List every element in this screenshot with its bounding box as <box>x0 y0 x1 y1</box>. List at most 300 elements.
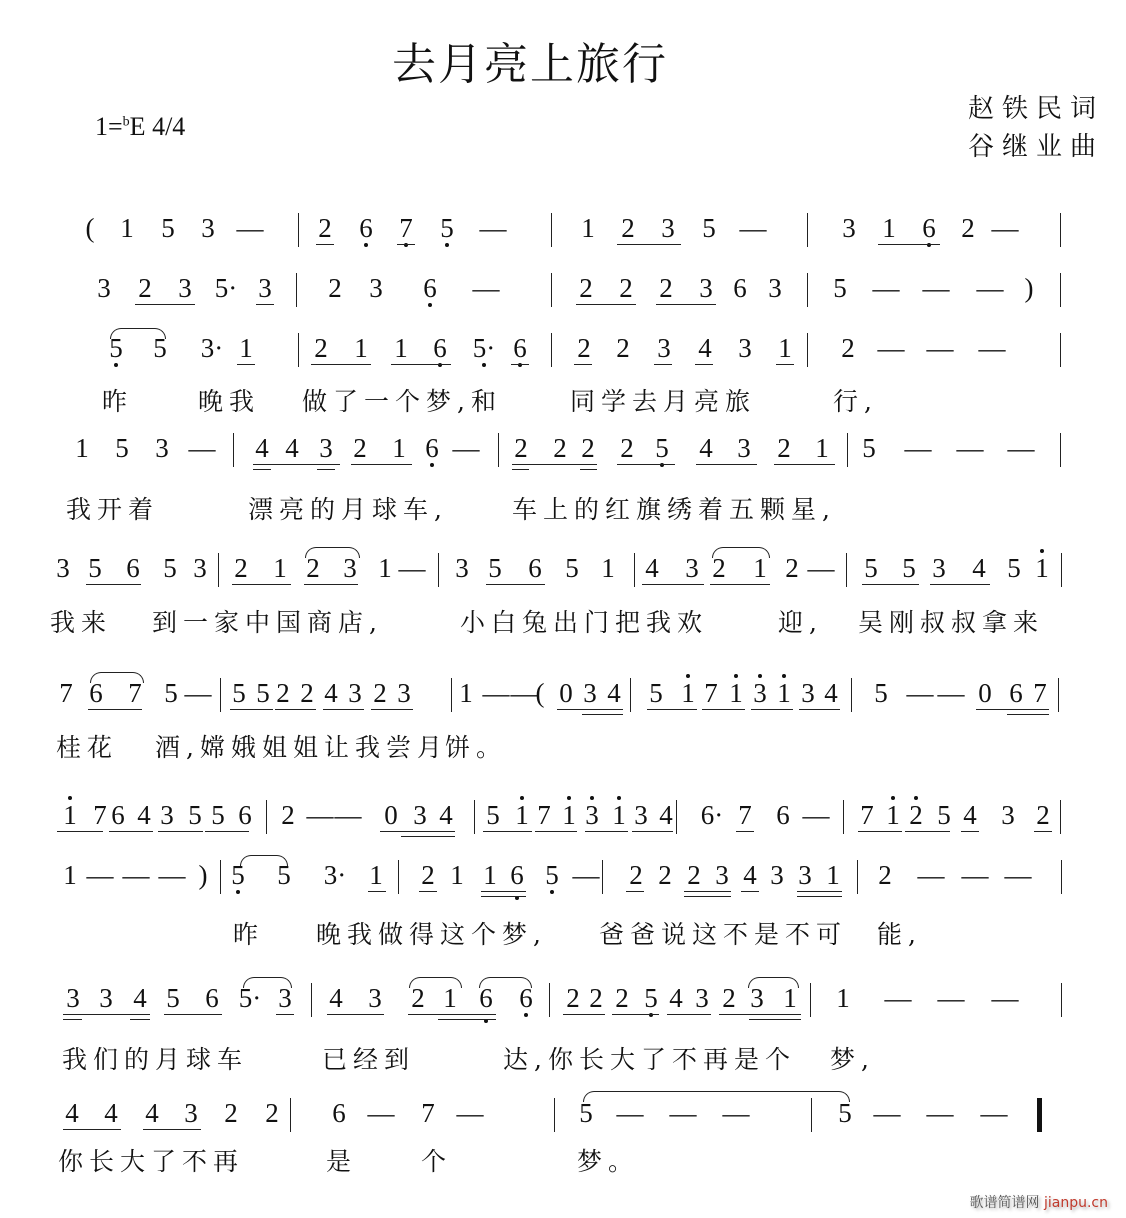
underline <box>253 469 271 470</box>
bar-line <box>474 800 475 834</box>
octave-dot <box>364 243 368 247</box>
lyric: 桂花 <box>56 733 119 762</box>
note: 4 <box>963 800 977 830</box>
note: 1 <box>1035 553 1049 583</box>
note: 1 <box>120 213 134 243</box>
note: 1 <box>886 800 900 830</box>
note: — <box>872 273 900 303</box>
note: 1 <box>459 678 473 708</box>
note: 5 <box>109 333 123 363</box>
underline <box>511 364 529 365</box>
note: 2 <box>300 678 314 708</box>
note: 1 <box>783 983 797 1013</box>
note: ( <box>535 678 545 708</box>
note: 1 <box>354 333 368 363</box>
lyric: 行, <box>833 387 878 416</box>
note: — <box>937 983 965 1013</box>
note: 2 <box>589 983 603 1013</box>
bar-line <box>1060 213 1061 247</box>
octave-dot <box>430 463 434 467</box>
underline <box>696 464 757 465</box>
note: — <box>367 1098 395 1128</box>
underline <box>776 364 794 365</box>
note: — <box>1007 433 1035 463</box>
lyric: 你长大了不再 <box>58 1147 245 1176</box>
underline <box>799 709 840 710</box>
note: 3 <box>657 333 671 363</box>
note: ) <box>198 860 208 890</box>
underline <box>63 1129 121 1130</box>
note: 6 <box>205 983 219 1013</box>
note: 4 <box>698 333 712 363</box>
note: — <box>926 333 954 363</box>
note: — <box>976 273 1004 303</box>
note: — <box>334 800 362 830</box>
note: 6 <box>332 1098 346 1128</box>
underline <box>253 464 340 465</box>
underline <box>642 584 704 585</box>
note: 3 <box>699 273 713 303</box>
underline <box>1007 714 1049 715</box>
tie <box>409 977 462 988</box>
note: 1 <box>826 860 840 890</box>
note: 7 <box>59 678 73 708</box>
note: 3 <box>56 553 70 583</box>
note: 3 <box>634 800 648 830</box>
note: 6· <box>700 800 724 830</box>
note: 2 <box>658 860 672 890</box>
note: 1 <box>75 433 89 463</box>
note: 7 <box>738 800 752 830</box>
bar-line <box>602 860 603 894</box>
note: 2 <box>353 433 367 463</box>
note: 1 <box>515 800 529 830</box>
note: 3 <box>737 433 751 463</box>
bar-line <box>551 213 552 247</box>
octave-dot <box>236 890 240 894</box>
note: 1 <box>753 553 767 583</box>
note: 2 <box>909 800 923 830</box>
underline <box>741 891 759 892</box>
bar-line <box>549 983 550 1017</box>
octave-dot <box>734 674 738 678</box>
bar-line <box>290 1098 291 1132</box>
note: — <box>1004 860 1032 890</box>
tie <box>305 547 360 558</box>
note: 4 <box>607 678 621 708</box>
underline <box>304 584 358 585</box>
bar-line <box>846 553 847 587</box>
underline <box>512 464 597 465</box>
underline <box>582 714 623 715</box>
note: 5 <box>864 553 878 583</box>
underline <box>408 1014 496 1015</box>
note: 6 <box>528 553 542 583</box>
note: — <box>937 678 965 708</box>
underline <box>563 1014 605 1015</box>
bar-line <box>807 213 808 247</box>
key-signature: 1=$^b$E 4/4 <box>95 112 186 141</box>
underline <box>702 709 745 710</box>
note: 5 <box>164 678 178 708</box>
note: — <box>616 1098 644 1128</box>
underline <box>371 709 413 710</box>
tie <box>243 977 292 988</box>
composer: 谷继业曲 <box>968 132 1105 162</box>
bar-line <box>851 678 852 712</box>
bar-line <box>311 983 312 1017</box>
underline <box>961 831 979 832</box>
note: — <box>802 800 830 830</box>
note: 5· <box>472 333 496 363</box>
note: — <box>472 273 500 303</box>
note: 5 <box>579 1098 593 1128</box>
note: 5 <box>440 213 454 243</box>
note: 1 <box>882 213 896 243</box>
tie <box>748 977 799 988</box>
bar-line <box>676 800 677 834</box>
note: 5 <box>1007 553 1021 583</box>
note: — <box>917 860 945 890</box>
note: 3 <box>201 213 215 243</box>
note: 7 <box>537 800 551 830</box>
lyric: 是 <box>326 1147 358 1176</box>
note: — <box>158 860 186 890</box>
underline <box>976 709 1049 710</box>
note: 3 <box>798 860 812 890</box>
note: 2 <box>421 860 435 890</box>
note: 1 <box>63 860 77 890</box>
note: 2 <box>616 333 630 363</box>
lyric: 饼。 <box>445 733 508 762</box>
note: 5 <box>277 860 291 890</box>
underline <box>512 469 529 470</box>
note: 3 <box>585 800 599 830</box>
underline <box>535 831 577 832</box>
note: 5 <box>902 553 916 583</box>
bar-line <box>296 273 297 307</box>
note: 3 <box>343 553 357 583</box>
note: 5· <box>238 983 262 1013</box>
underline <box>632 831 673 832</box>
underline <box>930 584 990 585</box>
note: 2 <box>629 860 643 890</box>
underline <box>311 364 371 365</box>
octave-dot <box>1040 549 1044 553</box>
note: 1 <box>581 213 595 243</box>
note: 1 <box>601 553 615 583</box>
note: 3 <box>932 553 946 583</box>
note: 7 <box>128 678 142 708</box>
note: 4 <box>743 860 757 890</box>
underline <box>380 831 455 832</box>
note: 3 <box>193 553 207 583</box>
note: 2 <box>687 860 701 890</box>
note: 3 <box>695 983 709 1013</box>
note: 3 <box>753 678 767 708</box>
note: — <box>188 433 216 463</box>
note: 5 <box>161 213 175 243</box>
underline <box>164 1014 222 1015</box>
note: 2 <box>328 273 342 303</box>
underline <box>230 709 273 710</box>
note: 2 <box>581 433 595 463</box>
underline <box>368 891 386 892</box>
bar-line <box>807 273 808 307</box>
note: 4 <box>645 553 659 583</box>
note: 2 <box>514 433 528 463</box>
note: — <box>873 1098 901 1128</box>
watermark: 歌谱简谱网 jianpu.cn <box>969 1195 1108 1211</box>
underline <box>481 891 526 892</box>
note: 3 <box>368 983 382 1013</box>
lyric: 小白兔出门把我欢 <box>460 608 709 637</box>
note: — <box>86 860 114 890</box>
note: 2 <box>961 213 975 243</box>
note: — <box>980 1098 1008 1128</box>
lyric: 酒,嫦娥姐姐让我尝月 <box>155 733 448 762</box>
note: 2 <box>224 1098 238 1128</box>
note: 5 <box>256 678 270 708</box>
underline <box>486 584 545 585</box>
note: 7 <box>1033 678 1047 708</box>
note: 2 <box>276 678 290 708</box>
note: 1 <box>483 860 497 890</box>
bar-line <box>551 333 552 367</box>
note: 3 <box>278 983 292 1013</box>
note: 5 <box>833 273 847 303</box>
note: — <box>572 860 600 890</box>
octave-dot <box>758 674 762 678</box>
note: 4 <box>324 678 338 708</box>
note: 5 <box>486 800 500 830</box>
octave-dot <box>445 243 449 247</box>
underline <box>205 831 249 832</box>
note: — <box>884 983 912 1013</box>
note: 5 <box>153 333 167 363</box>
underline <box>585 831 628 832</box>
underline <box>749 1019 801 1020</box>
note: — <box>906 678 934 708</box>
note: 2 <box>314 333 328 363</box>
note: 6 <box>126 553 140 583</box>
bar-line <box>1061 553 1062 587</box>
note: 4 <box>824 678 838 708</box>
note: 2 <box>621 213 635 243</box>
note: 6 <box>513 333 527 363</box>
bar-line <box>266 800 267 834</box>
note: 3 <box>178 273 192 303</box>
note: 6 <box>519 983 533 1013</box>
lyric: 迎, <box>778 608 823 637</box>
lyric: 我们的月球车 <box>62 1045 249 1074</box>
underline <box>391 364 451 365</box>
lyric: 我开着 <box>66 495 160 524</box>
bar-line <box>233 433 234 467</box>
bar-line <box>847 433 848 467</box>
note: ( <box>85 213 95 243</box>
note: — <box>904 433 932 463</box>
tie <box>90 672 144 683</box>
note: — <box>398 553 426 583</box>
note: 2 <box>1036 800 1050 830</box>
note: 6 <box>111 800 125 830</box>
note: 2 <box>785 553 799 583</box>
lyric: 车上的红旗绣着五颗星, <box>512 495 836 524</box>
note: 2 <box>619 273 633 303</box>
note: — <box>961 860 989 890</box>
underline <box>130 1019 150 1020</box>
note: 5 <box>838 1098 852 1128</box>
note: 2 <box>553 433 567 463</box>
lyric: 能, <box>877 920 922 949</box>
note: 1 <box>273 553 287 583</box>
underline <box>317 469 335 470</box>
lyric: 同学去月亮旅 <box>570 387 757 416</box>
note: 1 <box>394 333 408 363</box>
note: 3 <box>66 983 80 1013</box>
note: 4 <box>699 433 713 463</box>
song-title: 去月亮上旅行 <box>392 39 668 90</box>
note: 3 <box>661 213 675 243</box>
note: 2 <box>138 273 152 303</box>
note: 6 <box>425 433 439 463</box>
note: 3 <box>715 860 729 890</box>
lyric: 我来 <box>50 608 113 637</box>
lyric: 个 <box>421 1147 453 1176</box>
note: — <box>991 983 1019 1013</box>
note: 6 <box>479 983 493 1013</box>
underline <box>88 709 142 710</box>
note: 2 <box>878 860 892 890</box>
underline <box>397 244 415 245</box>
note: 0 <box>978 678 992 708</box>
note: — <box>456 1098 484 1128</box>
underline <box>574 364 592 365</box>
note: 3 <box>455 553 469 583</box>
note: 3 <box>738 333 752 363</box>
note: 5 <box>232 678 246 708</box>
note: 2 <box>712 553 726 583</box>
note: 0 <box>384 800 398 830</box>
note: 4 <box>145 1098 159 1128</box>
note: 3 <box>155 433 169 463</box>
bar-line <box>1061 983 1062 1017</box>
underline <box>276 1014 294 1015</box>
octave-dot <box>590 796 594 800</box>
note: 5 <box>163 553 177 583</box>
note: 6 <box>433 333 447 363</box>
lyric: 晚我做得这个梦, <box>316 920 547 949</box>
note: 6 <box>510 860 524 890</box>
note: 4 <box>659 800 673 830</box>
note: 3 <box>583 678 597 708</box>
note: 1 <box>815 433 829 463</box>
underline <box>576 304 636 305</box>
underline <box>647 709 697 710</box>
underline <box>858 831 902 832</box>
lyricist: 赵铁民词 <box>968 94 1105 124</box>
lyric: 吴刚叔叔拿来 <box>858 608 1045 637</box>
underline <box>751 709 793 710</box>
note: 3 <box>801 678 815 708</box>
note: 2 <box>281 800 295 830</box>
note: 4 <box>133 983 147 1013</box>
octave-dot <box>520 796 524 800</box>
note: 6 <box>423 273 437 303</box>
tie <box>110 328 166 339</box>
bar-line <box>438 553 439 587</box>
note: 5 <box>88 553 102 583</box>
note: 3 <box>99 983 113 1013</box>
underline <box>617 244 681 245</box>
underline <box>684 891 731 892</box>
note: 5 <box>649 678 663 708</box>
note: 3 <box>160 800 174 830</box>
lyric: 漂亮的月球车, <box>248 495 448 524</box>
underline <box>667 1014 711 1015</box>
note: 1 <box>681 678 695 708</box>
note: 1 <box>392 433 406 463</box>
note: 1 <box>239 333 253 363</box>
note: 5· <box>214 273 238 303</box>
underline <box>862 584 919 585</box>
note: 2 <box>615 983 629 1013</box>
underline <box>256 304 274 305</box>
underline <box>323 709 364 710</box>
underline <box>774 464 835 465</box>
underline <box>158 831 203 832</box>
note: 6 <box>922 213 936 243</box>
note: — <box>236 213 264 243</box>
note: 5 <box>565 553 579 583</box>
underline <box>878 244 940 245</box>
note: 0 <box>559 678 573 708</box>
note: 2 <box>566 983 580 1013</box>
note: 6 <box>1009 678 1023 708</box>
note: ) <box>1024 273 1034 303</box>
underline <box>438 1019 496 1020</box>
note: 5 <box>702 213 716 243</box>
underline <box>797 891 842 892</box>
note: 2 <box>234 553 248 583</box>
bar-line <box>498 433 499 467</box>
note: 3· <box>200 333 224 363</box>
lyric: 昨 <box>102 387 134 416</box>
note: 2 <box>777 433 791 463</box>
octave-dot <box>914 796 918 800</box>
note: 3 <box>97 273 111 303</box>
underline <box>316 244 334 245</box>
note: — <box>452 433 480 463</box>
note: — <box>669 1098 697 1128</box>
note: 3 <box>348 678 362 708</box>
note: 1 <box>778 333 792 363</box>
note: 7 <box>421 1098 435 1128</box>
note: — <box>479 213 507 243</box>
underline <box>654 364 672 365</box>
bar-line <box>1061 860 1062 894</box>
note: 7 <box>399 213 413 243</box>
note: 3 <box>750 983 764 1013</box>
note: 6 <box>359 213 373 243</box>
note: 5 <box>655 433 669 463</box>
note: 2 <box>577 333 591 363</box>
underline <box>275 709 316 710</box>
underline <box>736 831 754 832</box>
note: 7 <box>704 678 718 708</box>
note: 4 <box>972 553 986 583</box>
